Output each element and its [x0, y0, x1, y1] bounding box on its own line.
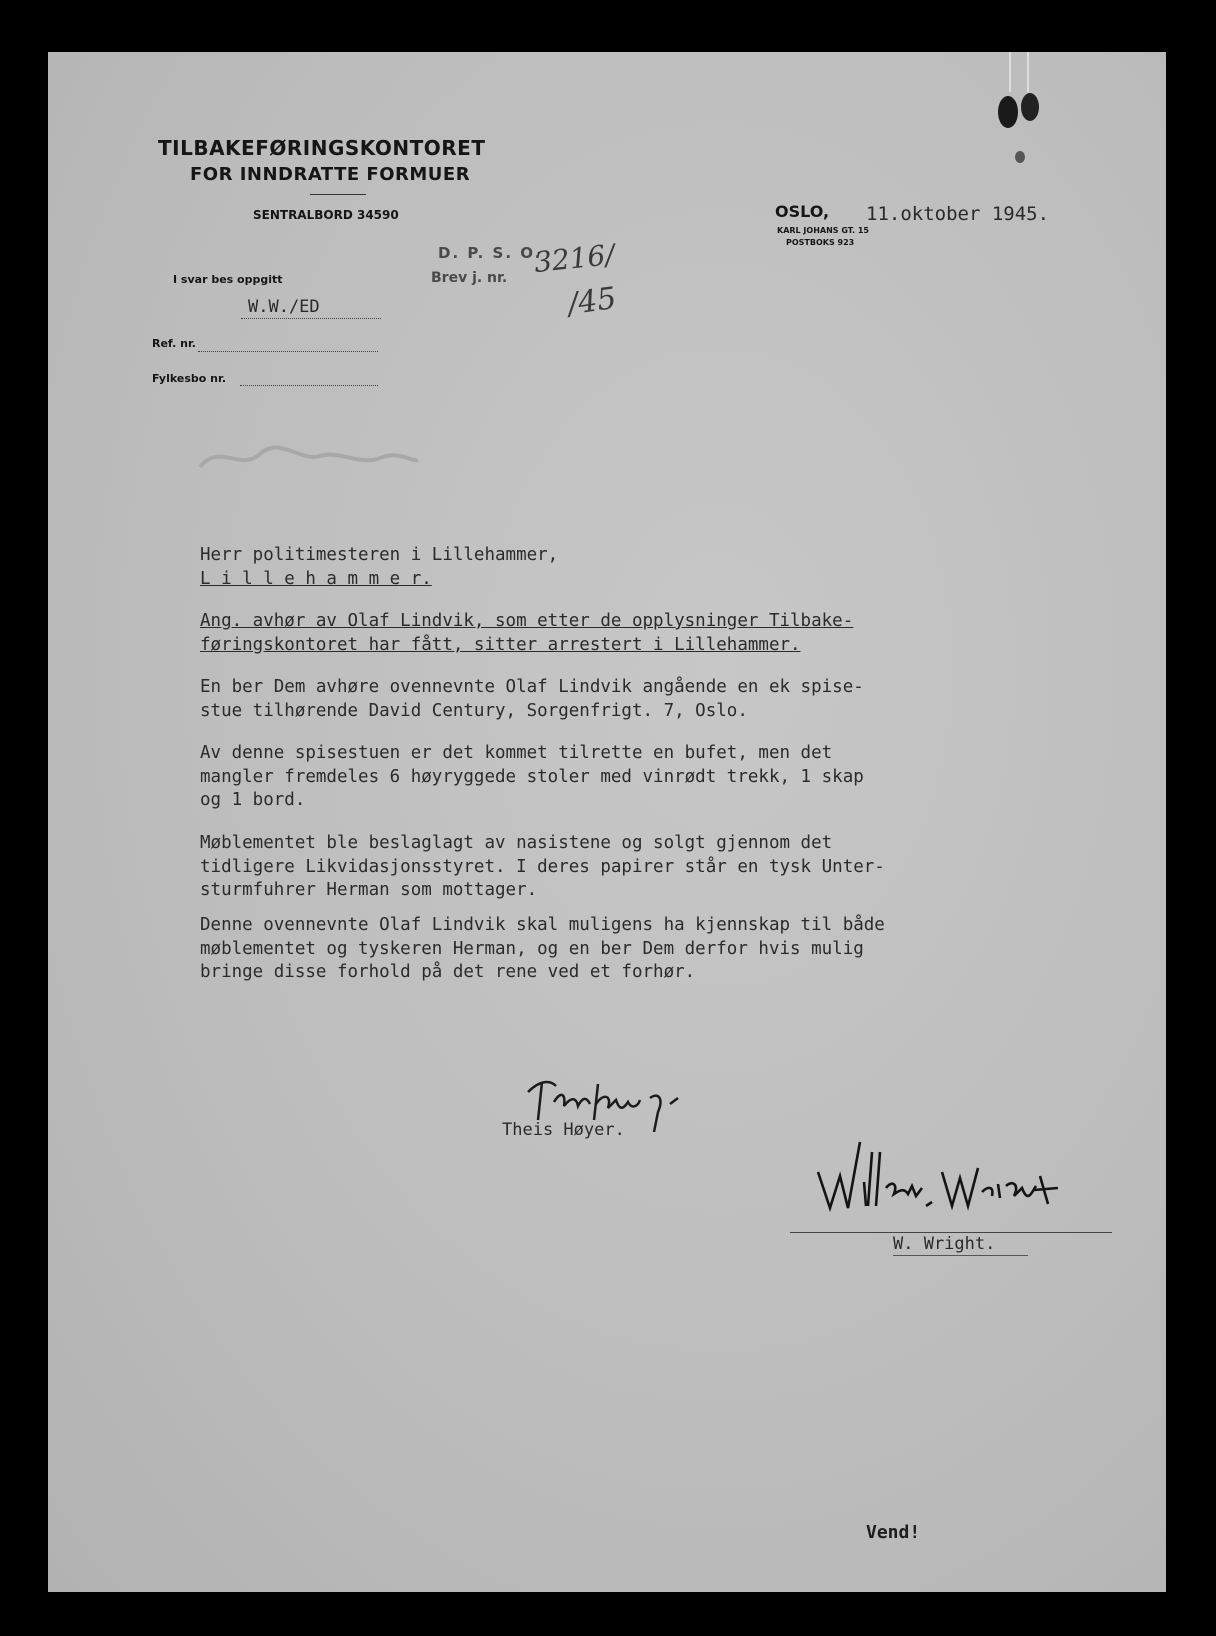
switchboard-number: SENTRALBORD 34590	[253, 208, 399, 222]
reply-reference-value: W.W./ED	[248, 297, 320, 317]
paragraph-4	[200, 914, 885, 985]
stamp-journal-year: /45	[565, 280, 619, 323]
paragraph-3	[200, 832, 885, 903]
paragraph-line: En ber Dem avhøre ovennevnte Olaf Lindvik angående en ek spise-	[200, 677, 864, 697]
street-address: KARL JOHANS GT. 15	[777, 226, 869, 235]
subject-line1: Ang. avhør av Olaf Lindvik, som etter de opplysninger Tilbake-	[200, 611, 854, 631]
addressee-line1: Herr politimesteren i Lillehammer,	[200, 545, 559, 565]
ref-number-line	[198, 351, 378, 352]
paragraph-line: og 1 bord.	[200, 790, 306, 810]
typed-name-underline	[893, 1255, 1028, 1256]
letterhead-divider	[310, 194, 366, 195]
signature-line	[790, 1232, 1112, 1233]
fylkesbo-number-label: Fylkesbo nr.	[152, 372, 227, 385]
paragraph-line: sturmfuhrer Herman som mottager.	[200, 880, 538, 900]
org-name-line1: TILBAKEFØRINGSKONTORET	[158, 136, 486, 160]
fylkesbo-number-line	[240, 385, 378, 386]
reply-reference-label: I svar bes oppgitt	[173, 273, 283, 286]
addressee-line2: L i l l e h a m m e r.	[200, 568, 432, 589]
paragraph-1	[200, 676, 864, 723]
handwritten-signature-wright	[808, 1132, 1068, 1212]
letter-date: 11.oktober 1945.	[866, 203, 1050, 225]
turn-over-note: Vend!	[866, 1522, 921, 1543]
reply-reference-line	[241, 318, 381, 319]
paragraph-2	[200, 742, 864, 813]
city-label: OSLO,	[775, 202, 830, 221]
paragraph-line: mangler fremdeles 6 høyryggede stoler med vinrødt trekk, 1 skap	[200, 766, 864, 787]
stamp-journal-number: 3216/	[532, 237, 617, 280]
subject-line2: føringskontoret har fått, sitter arrestert i Lillehammer.	[200, 634, 801, 655]
letter-page	[48, 52, 1166, 1592]
typed-name-hoyer: Theis Høyer.	[502, 1120, 625, 1140]
paragraph-line: Møblementet ble beslaglagt av nasistene og solgt gjennom det	[200, 833, 833, 853]
punch-hole-marks	[988, 52, 1068, 172]
stamp-journal-label: Brev j. nr.	[431, 270, 508, 286]
paragraph-line: bringe disse forhold på det rene ved et forhør.	[200, 962, 696, 982]
paragraph-line: møblementet og tyskeren Herman, og en ber Dem derfor hvis mulig	[200, 938, 864, 959]
faint-bleed-through-mark	[190, 432, 422, 482]
typed-name-wright: W. Wright.	[893, 1234, 996, 1254]
paragraph-line: tidligere Likvidasjonsstyret. I deres papirer står en tysk Unter-	[200, 856, 885, 877]
subject-block	[200, 610, 853, 657]
org-name-line2: FOR INNDRATTE FORMUER	[190, 164, 471, 185]
paragraph-line: stue tilhørende David Century, Sorgenfrigt. 7, Oslo.	[200, 700, 748, 721]
po-box: POSTBOKS 923	[786, 238, 855, 247]
addressee-block	[200, 544, 558, 591]
paragraph-line: Denne ovennevnte Olaf Lindvik skal muligens ha kjennskap til både	[200, 915, 885, 935]
paragraph-line: Av denne spisestuen er det kommet tilrette en bufet, men det	[200, 743, 833, 763]
stamp-office: D. P. S. O.	[438, 244, 543, 262]
ref-number-label: Ref. nr.	[152, 337, 196, 350]
